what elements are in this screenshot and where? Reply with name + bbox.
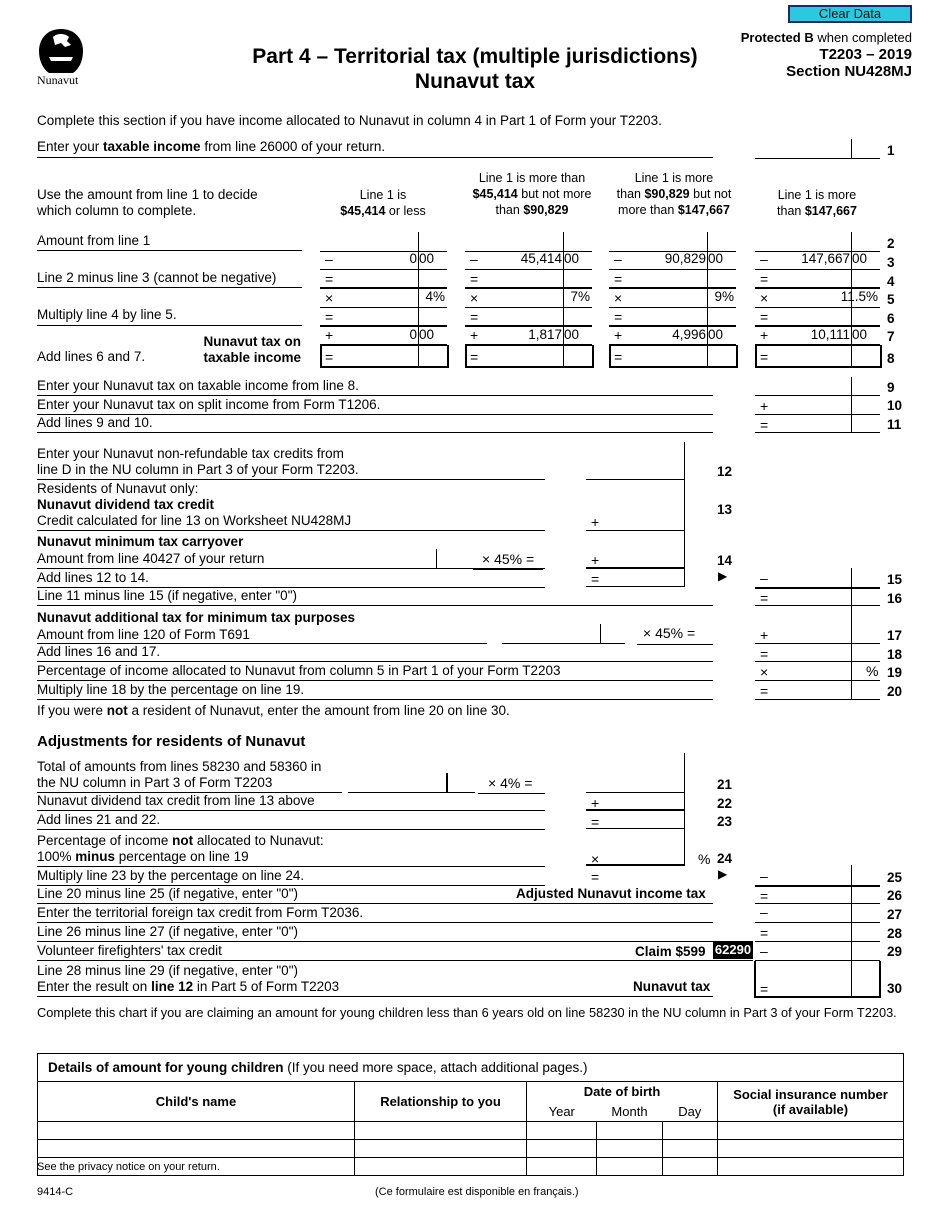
line-field-r16[interactable]: [755, 605, 880, 606]
l7-bold-1: Nunavut tax on: [203, 334, 301, 349]
l13-a: Residents of Nunavut only:: [37, 481, 199, 496]
equals-26: =: [760, 888, 769, 904]
line-field-r25[interactable]: [755, 885, 880, 887]
col2-line8-field[interactable]: [465, 366, 594, 368]
line-num-2: 2: [887, 236, 895, 251]
line24-field[interactable]: [586, 864, 685, 866]
line-num-8: 8: [887, 351, 895, 366]
col2-h-pre: than: [495, 203, 524, 217]
day-cell[interactable]: [663, 1122, 718, 1140]
line-field-r18[interactable]: [755, 661, 880, 662]
equals-23: =: [591, 814, 600, 830]
relationship-cell[interactable]: [355, 1158, 527, 1176]
col3-plus-7: +: [614, 327, 623, 343]
col2-line7-rule: [465, 344, 592, 346]
instruction-line-2: which column to complete.: [37, 203, 197, 218]
equals-16: =: [760, 590, 769, 606]
times-45-line14: × 45% =: [482, 551, 535, 567]
line-num-3: 3: [887, 255, 895, 270]
label-line12: [37, 446, 359, 478]
col2-line3-amount: 45,414: [520, 251, 562, 266]
l24a-bold: not: [172, 833, 194, 848]
line-num-9: 9: [887, 380, 895, 395]
percent-24: %: [698, 851, 711, 867]
th-date-of-birth: Date of birth: [527, 1082, 718, 1102]
l24a-post: allocated to Nunavut:: [193, 833, 324, 848]
col1-header: [318, 187, 448, 219]
label-line2: Amount from line 1: [37, 233, 151, 248]
col4-line3-amount: 147,667: [801, 251, 850, 266]
line-num-25: 25: [887, 870, 903, 885]
col4-header: [752, 187, 882, 219]
col2-h-mid: but not more: [517, 187, 592, 201]
line-num-4: 4: [887, 274, 895, 289]
col3-header: [604, 170, 744, 218]
th-sin: [718, 1082, 904, 1122]
nonresident-note: [37, 703, 510, 718]
label-line15: Add lines 12 to 14.: [37, 570, 149, 585]
line-num-6: 6: [887, 311, 895, 326]
line-num-13: 13: [717, 502, 733, 517]
col3-h-bold1: $90,829: [644, 187, 690, 201]
col1-equals-6: =: [325, 309, 334, 325]
line21-input[interactable]: [348, 792, 475, 793]
line-num-20: 20: [887, 684, 903, 699]
col1-line5-rule: [320, 307, 447, 308]
equals-30: =: [760, 981, 769, 997]
col2-equals-4: =: [470, 271, 479, 287]
col1-line7-rule: [320, 344, 447, 346]
line-num-7: 7: [887, 329, 895, 344]
col3-line3-amount: 90,829: [664, 251, 706, 266]
equals-18: =: [760, 646, 769, 662]
logo-text: Nunavut: [37, 73, 79, 87]
plus-14: +: [591, 552, 600, 568]
l12-a: Enter your Nunavut non-refundable tax credits from: [37, 446, 344, 461]
col2-line3-cents: 00: [564, 251, 580, 266]
line-num-22: 22: [717, 796, 733, 811]
col4-line5-rate: 11.5%: [840, 289, 878, 304]
col1-plus-7: +: [325, 327, 334, 343]
table-title-bold: Details of amount for young children: [48, 1060, 284, 1075]
l30b-pre: Enter the result on: [37, 979, 152, 994]
col1-box-left: [320, 345, 322, 367]
l24a-pre: Percentage of income: [37, 833, 173, 848]
label-line28: Line 26 minus line 27 (if negative, enter "0"): [37, 924, 298, 939]
month-cell[interactable]: [597, 1140, 663, 1158]
minus-15: –: [760, 570, 768, 586]
table-header-row: [38, 1082, 904, 1102]
sin-cell[interactable]: [718, 1140, 904, 1158]
nunavut-logo: [35, 27, 87, 89]
month-cell[interactable]: [597, 1122, 663, 1140]
label-line24: [37, 833, 324, 865]
col1-line3-amount: 0: [409, 251, 417, 266]
protected-bold: Protected B: [740, 30, 814, 45]
equals-25a: =: [591, 869, 600, 885]
form-code: 9414-C: [37, 1186, 74, 1198]
col1-box-right: [447, 345, 449, 367]
col3-box-right: [736, 345, 738, 367]
col3-h-pre2: more than: [618, 203, 678, 217]
label-line4: Line 2 minus line 3 (cannot be negative): [37, 270, 277, 285]
th-year: Year: [527, 1102, 597, 1122]
line-num-18: 18: [887, 647, 903, 662]
col2-equals-8: =: [470, 349, 479, 365]
line15-field[interactable]: [586, 586, 685, 587]
label-line6: Multiply line 4 by line 5.: [37, 307, 177, 322]
line-num-27: 27: [887, 907, 903, 922]
line12-field[interactable]: [586, 479, 685, 480]
l14-b: Amount from line 40427 of your return: [37, 551, 265, 566]
line-num-26: 26: [887, 888, 903, 903]
line-field-r28[interactable]: [755, 941, 880, 942]
col3-equals-6: =: [614, 309, 623, 325]
line13-field[interactable]: [586, 530, 685, 531]
col3-line7-cents: 00: [708, 327, 724, 342]
col3-minus-3: –: [614, 251, 622, 267]
col4-equals-6: =: [760, 309, 769, 325]
label-line19: Percentage of income allocated to Nunavut from column 5 in Part 1 of your Form T2203: [37, 663, 561, 678]
line-num-1: 1: [887, 143, 895, 158]
label-line30-bold: Nunavut tax: [633, 979, 711, 994]
line-field-r19[interactable]: [755, 680, 880, 681]
col3-h-post: but not: [689, 187, 732, 201]
table-row: [38, 1140, 904, 1158]
label-line29-claim: Claim $599: [635, 944, 706, 959]
line-num-14: 14: [717, 553, 733, 568]
col4-box-left: [755, 345, 757, 367]
line-num-11: 11: [887, 417, 902, 432]
line-num-19: 19: [887, 665, 903, 680]
col4-line7-rule: [755, 344, 880, 346]
col3-line7-rule: [609, 344, 736, 346]
equals-15: =: [591, 571, 600, 587]
line10-field[interactable]: [755, 414, 880, 415]
col1-line7-amount: 0: [409, 327, 417, 342]
col2-line7-amount: 1,817: [528, 327, 562, 342]
young-children-table: [37, 1053, 904, 1176]
label-line11: Add lines 9 and 10.: [37, 415, 153, 430]
nonres-pre: If you were: [37, 703, 107, 718]
line-num-17: 17: [887, 628, 903, 643]
col1-line3-rule: [320, 269, 447, 270]
times-4-line21: × 4% =: [488, 775, 533, 791]
col4-h-bold: $147,667: [804, 204, 857, 218]
l7-bold-2: taxable income: [203, 350, 301, 365]
protected-rest: when completed: [813, 30, 912, 45]
col3-equals-4: =: [614, 271, 623, 287]
l30b-post: in Part 5 of Form T2203: [193, 979, 340, 994]
plus-10: +: [760, 398, 769, 414]
line-num-10: 10: [887, 398, 903, 413]
col1-times-5: ×: [325, 290, 334, 306]
col4-line8-field[interactable]: [755, 366, 882, 368]
l21-a: Total of amounts from lines 58230 and 58360 in: [37, 759, 322, 774]
plus-17: +: [760, 627, 769, 643]
col3-line7-amount: 4,996: [672, 327, 706, 342]
nonres-post: a resident of Nunavut, enter the amount from line 20 on line 30.: [127, 703, 510, 718]
equals-28: =: [760, 925, 769, 941]
line-num-12: 12: [717, 464, 733, 479]
col1-h-rest: or less: [385, 204, 426, 218]
col3-line5-rate: 9%: [714, 289, 734, 304]
label-line10: Enter your Nunavut tax on split income from Form T1206.: [37, 397, 381, 412]
col2-h-line1: Line 1 is more than: [478, 171, 586, 185]
col3-box-left: [609, 345, 611, 367]
col2-line3-rule: [465, 269, 592, 270]
col2-line5-rate: 7%: [570, 289, 590, 304]
month-cell[interactable]: [597, 1158, 663, 1176]
line-field-r15[interactable]: [755, 587, 880, 589]
line14-field[interactable]: [586, 567, 685, 569]
th-relationship: Relationship to you: [355, 1082, 527, 1122]
label-line21: [37, 759, 321, 791]
label-line20: Multiply line 18 by the percentage on line 19.: [37, 682, 305, 697]
line-num-21: 21: [717, 777, 733, 792]
l24b-post: percentage on line 19: [115, 849, 249, 864]
child-name-cell[interactable]: [38, 1140, 355, 1158]
minus-27: –: [760, 904, 768, 920]
l30-a: Line 28 minus line 29 (if negative, enter "0"): [37, 963, 298, 978]
plus-22: +: [591, 795, 600, 811]
french-notice: (Ce formulaire est disponible en français.): [375, 1186, 579, 1198]
col1-line3-cents: 00: [419, 251, 435, 266]
l17-b: Amount from line 120 of Form T691: [37, 627, 250, 642]
col3-line5-rule: [609, 307, 736, 308]
col1-h-line1: Line 1 is: [359, 188, 407, 202]
section-label: Section NU428MJ: [786, 63, 912, 80]
adjustments-heading: Adjustments for residents of Nunavut: [37, 733, 306, 750]
col2-minus-3: –: [470, 251, 478, 267]
title-line-2: Nunavut tax: [414, 70, 536, 93]
col4-h-pre: than: [777, 204, 805, 218]
label-line26-bold: Adjusted Nunavut income tax: [516, 886, 706, 901]
col4-box-right: [880, 345, 882, 367]
l24b-bold: minus: [75, 849, 116, 864]
line23-field[interactable]: [586, 828, 685, 829]
line1-bold: taxable income: [103, 139, 201, 154]
col3-line3-cents: 00: [708, 251, 724, 266]
line9-field[interactable]: [755, 395, 880, 396]
line1-post: from line 26000 of your return.: [200, 139, 386, 154]
nunavut-logo-icon: [35, 27, 87, 75]
label-line27: Enter the territorial foreign tax credit from Form T2036.: [37, 905, 364, 920]
form-number: T2203 – 2019: [819, 46, 912, 63]
line14-input[interactable]: [340, 568, 463, 569]
col3-h-pre: than: [616, 187, 645, 201]
label-line30: [37, 963, 339, 995]
col1-equals-8: =: [325, 349, 334, 365]
sin-cell[interactable]: [718, 1158, 904, 1176]
chart-note: Complete this chart if you are claiming an amount for young children less than 6 years old on line 58230 in the NU column in Part 3 of your Form T2203.: [37, 1005, 897, 1020]
col4-equals-8: =: [760, 349, 769, 365]
col1-equals-4: =: [325, 271, 334, 287]
col2-box-left: [465, 345, 467, 367]
privacy-notice: See the privacy notice on your return.: [37, 1161, 220, 1173]
minus-25: –: [760, 868, 768, 884]
col2-h-bold2: $90,829: [523, 203, 569, 217]
label-line17: [37, 609, 355, 643]
label-line18: Add lines 16 and 17.: [37, 644, 161, 659]
th-month: Month: [597, 1102, 663, 1122]
col4-equals-4: =: [760, 271, 769, 287]
protected-label: [741, 30, 912, 45]
instruction-line-1: Use the amount from line 1 to decide: [37, 187, 258, 202]
plus-13: +: [591, 514, 600, 530]
line-field-r17[interactable]: [755, 643, 880, 644]
column-instruction: [37, 187, 258, 219]
label-line13: [37, 481, 351, 529]
col2-plus-7: +: [470, 327, 479, 343]
line1-pre: Enter your: [37, 139, 104, 154]
nonres-bold: not: [106, 703, 128, 718]
child-name-cell[interactable]: [38, 1122, 355, 1140]
label-line7-bold: [200, 334, 301, 366]
year-cell[interactable]: [527, 1140, 597, 1158]
col3-h-line1: Line 1 is more: [634, 171, 714, 185]
col2-h-bold1: $45,414: [472, 187, 518, 201]
line1-label: [37, 139, 385, 154]
l14-a: Nunavut minimum tax carryover: [37, 534, 244, 549]
equals-11: =: [760, 417, 769, 433]
label-line14: [37, 533, 264, 567]
line-num-15: 15: [887, 572, 903, 587]
line11-field[interactable]: [755, 432, 880, 433]
col4-times-5: ×: [760, 290, 769, 306]
th-childs-name: Child's name: [38, 1082, 355, 1122]
right-div-9-11: [851, 377, 852, 433]
day-cell[interactable]: [663, 1158, 718, 1176]
times-19: ×: [760, 664, 769, 680]
line-code-62290: 62290: [714, 942, 752, 957]
col3-line8-field[interactable]: [609, 366, 738, 368]
col4-minus-3: –: [760, 251, 768, 267]
line-field-r27[interactable]: [755, 922, 880, 923]
line-num-30: 30: [887, 981, 903, 996]
line-num-5: 5: [887, 292, 895, 307]
arrow-15: ▶: [718, 569, 728, 583]
l17-a: Nunavut additional tax for minimum tax purposes: [37, 610, 356, 625]
l12-b: line D in the NU column in Part 3 of your Form T2203.: [37, 462, 359, 477]
line-field-r29[interactable]: [755, 960, 880, 961]
col3-equals-8: =: [614, 349, 623, 365]
th-day: Day: [663, 1102, 718, 1122]
table-title-row: [38, 1054, 904, 1082]
intro-text: Complete this section if you have income allocated to Nunavut in column 4 in Part 1 of Form your T2203.: [37, 113, 662, 128]
label-line25: Multiply line 23 by the percentage on line 24.: [37, 868, 305, 883]
line21-field[interactable]: [586, 792, 685, 793]
l30b-bold: line 12: [151, 979, 194, 994]
col4-line5-rule: [755, 307, 880, 308]
col1-line7-cents: 00: [419, 327, 435, 342]
col2-box-right: [592, 345, 594, 367]
col1-line8-field[interactable]: [320, 366, 449, 368]
label-line26: Line 20 minus line 25 (if negative, enter "0"): [37, 886, 298, 901]
col2-header: [462, 170, 602, 218]
col4-line3-rule: [755, 269, 880, 270]
line-num-23: 23: [717, 814, 733, 829]
line-num-24: 24: [717, 851, 733, 866]
clear-data-button[interactable]: Clear Data: [788, 5, 912, 23]
line30-box-left: [754, 961, 756, 997]
label-line22: Nunavut dividend tax credit from line 13 above: [37, 793, 315, 808]
percent-19: %: [866, 663, 879, 679]
line-num-16: 16: [887, 591, 903, 606]
title-line-1: Part 4 – Territorial tax (multiple jurisdictions): [252, 45, 698, 68]
th-sin-2: (if available): [772, 1101, 849, 1117]
page-title: [180, 44, 770, 94]
col4-plus-7: +: [760, 327, 769, 343]
arrow-25: ▶: [718, 867, 728, 881]
l24b-pre: 100%: [37, 849, 76, 864]
col4-h-line1: Line 1 is more: [777, 188, 857, 202]
col3-times-5: ×: [614, 290, 623, 306]
col2-line7-cents: 00: [564, 327, 580, 342]
col1-line5-rate: 4%: [425, 289, 445, 304]
l13-b: Nunavut dividend tax credit: [37, 497, 215, 512]
label-line29: Volunteer firefighters' tax credit: [37, 943, 222, 958]
line30-field[interactable]: [754, 996, 881, 998]
times-45-line17: × 45% =: [643, 625, 696, 641]
line-num-28: 28: [887, 926, 903, 941]
table-title-rest: (If you need more space, attach additional pages.): [283, 1060, 588, 1075]
year-cell[interactable]: [527, 1158, 597, 1176]
label-line16: Line 11 minus line 15 (if negative, enter "0"): [37, 588, 297, 603]
relationship-cell[interactable]: [355, 1122, 527, 1140]
label-line8: Add lines 6 and 7.: [37, 349, 146, 364]
equals-20: =: [760, 683, 769, 699]
minus-29: –: [760, 943, 768, 959]
col2-times-5: ×: [470, 290, 479, 306]
col3-h-bold2: $147,667: [677, 203, 730, 217]
day-cell[interactable]: [663, 1140, 718, 1158]
line-field-r26[interactable]: [755, 903, 880, 904]
times-24: ×: [591, 851, 600, 867]
line17-input[interactable]: [502, 643, 625, 644]
label-line23: Add lines 21 and 22.: [37, 812, 161, 827]
table-row: [38, 1122, 904, 1140]
col4-line7-cents: 00: [852, 327, 868, 342]
th-sin-1: Social insurance number: [733, 1086, 888, 1102]
col4-line3-cents: 00: [852, 251, 868, 266]
col2-line5-rule: [465, 307, 592, 308]
col4-line7-amount: 10,111: [810, 327, 850, 342]
relationship-cell[interactable]: [355, 1140, 527, 1158]
label-line9: Enter your Nunavut tax on taxable income from line 8.: [37, 378, 359, 393]
col2-equals-6: =: [470, 309, 479, 325]
l13-c: Credit calculated for line 13 on Worksheet NU428MJ: [37, 513, 352, 528]
line1-field[interactable]: [755, 158, 880, 159]
year-cell[interactable]: [527, 1122, 597, 1140]
col1-h-bold: $45,414: [340, 204, 386, 218]
line22-field[interactable]: [586, 809, 685, 811]
line-num-29: 29: [887, 944, 903, 959]
l21-b: the NU column in Part 3 of Form T2203: [37, 775, 273, 790]
col3-line3-rule: [609, 269, 736, 270]
line-field-r20[interactable]: [755, 699, 880, 700]
line30-box-right: [879, 961, 881, 997]
col1-minus-3: –: [325, 251, 333, 267]
sin-cell[interactable]: [718, 1122, 904, 1140]
